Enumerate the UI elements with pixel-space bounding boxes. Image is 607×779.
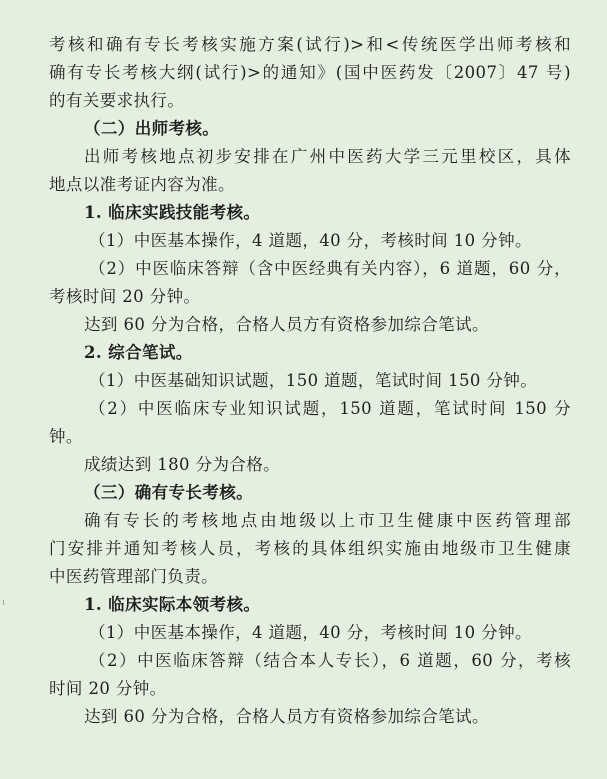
text-line-10: 考核时间 20 分钟。: [49, 287, 201, 306]
text-line-9: （2）中医临床答辩（含中医经典有关内容），6 道题，60 分，: [89, 259, 571, 278]
subheading-clinical-skills-exam: 1. 临床实践技能考核。: [84, 203, 261, 222]
subheading-clinical-practice-exam: 1. 临床实际本领考核。: [84, 595, 261, 614]
text-line-19: 门安排并通知考核人员，考核的具体组织实施由地级市卫生健康: [49, 539, 571, 558]
text-line-11: 达到 60 分为合格，合格人员方有资格参加综合笔试。: [84, 315, 489, 334]
text-line-25: 达到 60 分为合格，合格人员方有资格参加综合笔试。: [84, 707, 489, 726]
text-line-23: （2）中医临床答辩（结合本人专长），6 道题，60 分，考核: [89, 651, 571, 670]
text-line-16: 成绩达到 180 分为合格。: [84, 455, 281, 474]
text-line-5: 出师考核地点初步安排在广州中医药大学三元里校区，具体: [84, 147, 571, 166]
text-line-20: 中医药管理部门负责。: [49, 567, 218, 586]
section-heading-apprentice-exam: （二）出师考核。: [84, 119, 220, 138]
text-line-2: 确有专长考核大纲(试行)>的通知》(国中医药发〔2007〕47 号): [49, 63, 571, 82]
text-line-1: 考核和确有专长考核实施方案(试行)>和<传统医学出师考核和: [49, 35, 571, 54]
text-line-3: 的有关要求执行。: [49, 91, 185, 110]
text-line-24: 时间 20 分钟。: [49, 679, 167, 698]
text-line-13: （1）中医基础知识试题，150 道题，笔试时间 150 分钟。: [89, 371, 538, 390]
margin-mark: [3, 600, 4, 605]
text-line-14: （2）中医临床专业知识试题，150 道题，笔试时间 150 分: [89, 399, 571, 418]
text-line-15: 钟。: [49, 427, 83, 446]
text-line-22: （1）中医基本操作，4 道题，40 分，考核时间 10 分钟。: [89, 623, 532, 642]
text-line-8: （1）中医基本操作，4 道题，40 分，考核时间 10 分钟。: [89, 231, 532, 250]
text-line-6: 地点以准考证内容为准。: [49, 175, 235, 194]
text-line-18: 确有专长的考核地点由地级以上市卫生健康中医药管理部: [84, 511, 571, 530]
subheading-comprehensive-written-exam: 2. 综合笔试。: [84, 343, 193, 362]
section-heading-specialty-exam: （三）确有专长考核。: [84, 483, 253, 502]
